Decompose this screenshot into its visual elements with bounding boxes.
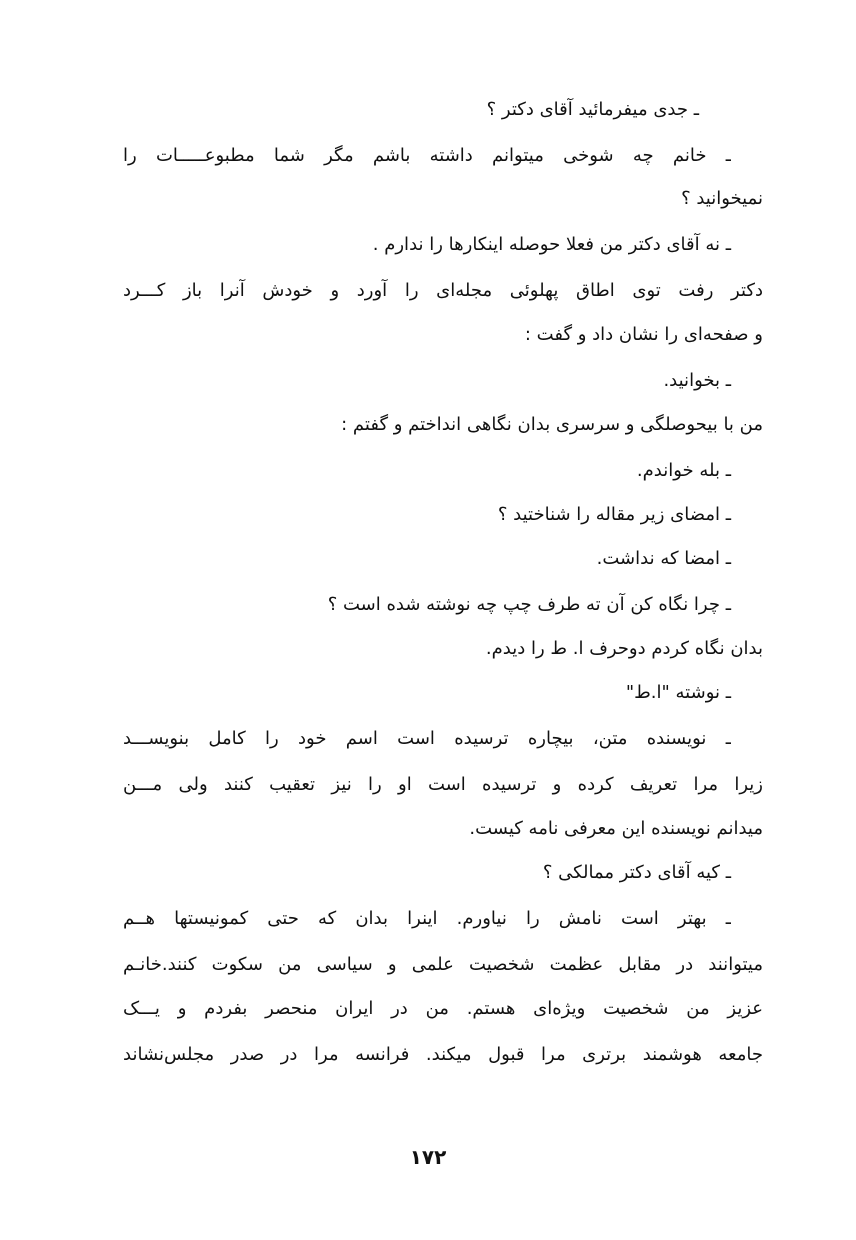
text-line: ـ بخوانید.: [663, 370, 731, 391]
text-line: بدان نگاه کردم دوحرف ا. ط را دیدم.: [485, 638, 763, 659]
text-line: ـ نه آقای دکتر من فعلا حوصله اینکارها را ندارم .: [372, 234, 731, 255]
text-line: عزیز من شخصیت ویژه‌ای هستم. من در ایران منحصر بفردم و یـــک: [123, 998, 763, 1019]
text-line: من با بیحوصلگی و سرسری بدان نگاهی انداختم و گفتم :: [341, 414, 763, 435]
text-line: میتوانند در مقابل عظمت شخصیت علمی و سیاسی من سکوت کنند.خانـم: [123, 954, 763, 975]
text-line: ـ جدی میفرمائید آقای دکتر ؟: [486, 99, 699, 120]
text-line: جامعه هوشمند برتری مرا قبول میکند. فرانسه مرا در صدر مجلس‌نشاند: [123, 1044, 763, 1065]
text-line: ـ کیه آقای دکتر ممالکی ؟: [542, 862, 731, 883]
text-line: ـ چرا نگاه کن آن ته طرف چپ چه نوشته شده است ؟: [327, 594, 731, 615]
text-line: ـ نویسنده متن، بیچاره ترسیده است اسم خود را کامل بنویســـد: [123, 728, 731, 749]
text-line: ـ امضا که نداشت.: [596, 548, 731, 569]
text-line: ـ خانم چه شوخی میتوانم داشته باشم مگر شما مطبوعـــــات را: [123, 145, 731, 166]
text-line: زیرا مرا تعریف کرده و ترسیده است او را نیز تعقیب کنند ولی مـــن: [123, 774, 763, 795]
text-line: میدانم نویسنده این معرفی نامه کیست.: [469, 818, 763, 839]
page-number: ۱۷۲: [409, 1145, 447, 1169]
text-line: دکتر رفت توی اطاق پهلوئی مجله‌ای را آورد و خودش آنرا باز کـــرد: [123, 280, 763, 301]
text-line: ـ بله خواندم.: [636, 460, 731, 481]
text-line: و صفحه‌ای را نشان داد و گفت :: [524, 324, 763, 345]
text-line: ـ بهتر است نامش را نیاورم. اینرا بدان که حتی کمونیستها هــم: [123, 908, 731, 929]
text-line: ـ نوشته "ا.ط": [625, 682, 731, 703]
text-line: نمیخوانید ؟: [681, 188, 763, 209]
text-line: ـ امضای زیر مقاله را شناختید ؟: [497, 504, 731, 525]
